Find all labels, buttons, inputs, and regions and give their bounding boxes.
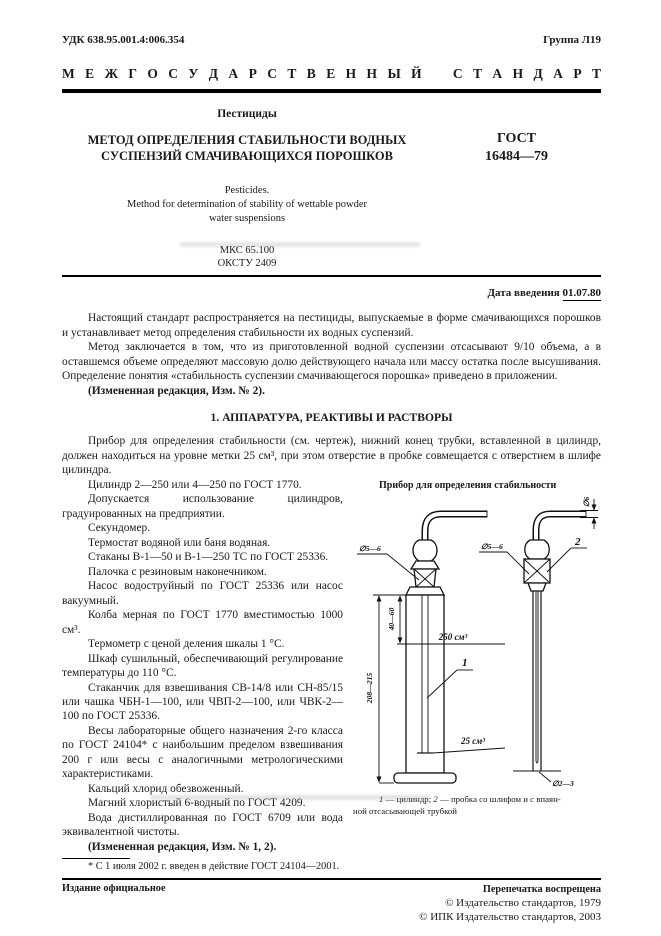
classification-codes	[62, 245, 432, 270]
amendment-note: (Измененная редакция, Изм. № 2).	[88, 384, 265, 397]
date-value: 01.07.80	[562, 287, 601, 300]
apparatus-item: Палочка с резиновым наконечником.	[88, 565, 267, 578]
apparatus-item: Стаканчик для взвешивания СВ-14/8 или СН-85/15 или чашка ЧБН-1—100, или ЧВП-2—100, или ЧВК-2—100 по ГОСТ 25336.	[62, 681, 343, 723]
dim-d56-right-label: ∅5—6	[481, 542, 503, 552]
mks-code: МКС 65.100	[219, 245, 275, 257]
medium-divider	[62, 275, 601, 277]
paragraph: Прибор для определения стабильности (см. чертеж), нижний конец трубки, вставленной в цилиндр, должен находиться на уровне метки 25 см³, при этом отверстие в пробке совмещается с отверстием в шлифе цилиндра.	[62, 435, 601, 477]
apparatus-item: Цилиндр 2—250 или 4—250 по ГОСТ 1770.	[88, 478, 302, 491]
group-code: Группа Л19	[543, 34, 601, 46]
apparatus-item: Насос водоструйный по ГОСТ 25336 или насос вакуумный.	[62, 580, 343, 607]
copyright-block	[419, 883, 601, 924]
apparatus-item: Допускается использование цилиндров, градуированных на предприятии.	[62, 493, 343, 520]
apparatus-item: Магний хлористый 6-водный по ГОСТ 4209.	[88, 797, 306, 810]
figure-legend: 1 — цилиндр; 2 — пробка со шлифом и с впаян- ной отсасывающей трубкой	[353, 794, 561, 817]
official-edition-note: Издание официальное	[62, 883, 166, 895]
dim-208-215-label: 208—215	[365, 673, 374, 704]
subject-title: Пестициды	[217, 108, 277, 120]
apparatus-item: Кальций хлорид обезвоженный.	[88, 782, 244, 795]
apparatus-item: Секундомер.	[88, 522, 151, 535]
apparatus-item: Стаканы В-1—50 и В-1—250 ТС по ГОСТ 25336.	[88, 551, 329, 564]
section-1-heading: 1. АППАРАТУРА, РЕАКТИВЫ И РАСТВОРЫ	[210, 411, 453, 425]
standard-kind-title: М Е Ж Г О С У Д А Р С Т В Е Н Н Ы Й С Т А Н Д А Р Т	[62, 66, 601, 81]
callout-1: 1	[462, 657, 468, 670]
paragraph: Метод заключается в том, что из приготовленной водной суспензии отсасывают 9/10 объема, а в оставшемся объеме определяют массовую долю действующего начала или массу остатка после высушивания. Определение понятия «стабильность суспензии смачивающегося порошка» приведено в приложении.	[62, 341, 601, 383]
apparatus-item: Шкаф сушильный, обеспечивающий регулирование температуры до 110 °С.	[62, 652, 343, 680]
copyright-2003: © ИПК Издательство стандартов, 2003	[419, 910, 601, 923]
footnote-text: * С 1 июля 2002 г. введен в действие ГОСТ 24104—2001.	[88, 861, 340, 873]
reprint-prohibited-note: Перепечатка воспрещена	[482, 884, 601, 896]
thick-divider	[62, 89, 601, 93]
amendment-note-2: (Измененная редакция, Изм. № 1, 2).	[88, 840, 277, 853]
stopper-figure	[479, 497, 598, 788]
gost-designation	[432, 108, 601, 270]
figure-caption: Прибор для определения стабильности	[379, 479, 557, 491]
page-footer	[62, 878, 601, 924]
apparatus-drawing	[353, 492, 601, 794]
gost-number: 16484—79	[485, 149, 548, 165]
footnote-separator	[62, 858, 130, 859]
cylinder-figure	[357, 511, 505, 784]
apparatus-item: Термометр с ценой деления шкалы 1 °С.	[88, 638, 285, 651]
callout-2: 2	[575, 536, 581, 549]
gost-label: ГОСТ	[496, 131, 537, 146]
document-title-ru: МЕТОД ОПРЕДЕЛЕНИЯ СТАБИЛЬНОСТИ ВОДНЫХ СУСПЕНЗИЙ СМАЧИВАЮЩИХСЯ ПОРОШКОВ	[87, 133, 407, 163]
volume-250-label: 250 см³	[438, 632, 468, 643]
footnote-block	[62, 858, 601, 872]
scan-artifact	[150, 795, 430, 800]
document-title-en: Pesticides. Method for determination of stability of wettable powder water suspensions	[127, 185, 367, 224]
introduction-date: Дата введения 01.07.80	[487, 287, 601, 300]
apparatus-item: Весы лабораторные общего назначения 2-го класса по ГОСТ 24104* с наибольшим пределом взвешивания 200 г или весы с аналогичными метрологическими характеристиками.	[62, 724, 343, 781]
dim-40-60-label: 40—60	[387, 608, 396, 631]
intro-paragraphs	[62, 311, 601, 398]
volume-25-label: 25 см³	[460, 736, 486, 747]
dim-d23-label: ∅2—3	[552, 779, 574, 789]
apparatus-item: Термостат водяной или баня водяная.	[88, 536, 271, 549]
paragraph: Настоящий стандарт распространяется на пестициды, выпускаемые в форме смачивающихся порошков и устанавливает метод определения стабильности их водных суспензий.	[62, 312, 601, 339]
apparatus-item: Колба мерная по ГОСТ 1770 вместимостью 1000 см³.	[62, 609, 343, 636]
scan-artifact	[180, 242, 420, 247]
udk-code: УДК 638.95.001.4:006.354	[62, 34, 185, 46]
dim-d56-left-label: ∅5—6	[359, 544, 381, 554]
figure-apparatus	[353, 480, 601, 818]
dim-d6-label: ∅6	[582, 497, 591, 508]
section-1-body	[62, 434, 601, 854]
copyright-1979: © Издательство стандартов, 1979	[445, 897, 601, 910]
okstu-code: ОКСТУ 2409	[217, 257, 277, 269]
document-header	[62, 34, 601, 46]
apparatus-item: Вода дистиллированная по ГОСТ 6709 или вода эквивалентной чистоты.	[62, 811, 343, 839]
